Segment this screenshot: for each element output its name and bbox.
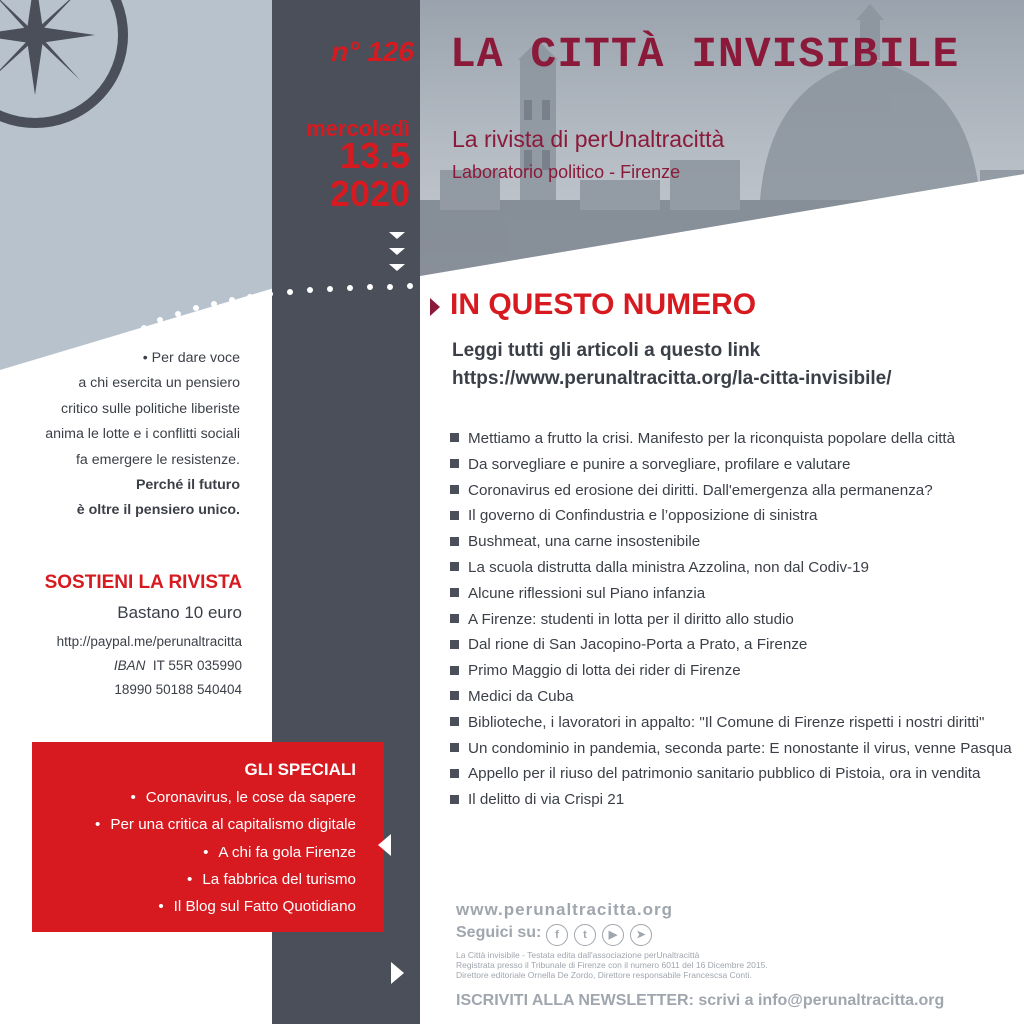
- legal-notice: [456, 950, 1016, 980]
- list-item[interactable]: Biblioteche, i lavoratori in appalto: "Il Comune di Firenze rispetti i nostri diritti": [450, 710, 1010, 736]
- square-bullet-icon: [450, 588, 459, 597]
- list-item[interactable]: Mettiamo a frutto la crisi. Manifesto per la riconquista popolare della città: [450, 426, 1010, 452]
- read-all-label: Leggi tutti gli articoli a questo link: [452, 340, 761, 361]
- iban-value: IT 55R 035990: [152, 658, 242, 673]
- square-bullet-icon: [450, 511, 459, 520]
- telegram-icon[interactable]: ➤: [630, 924, 652, 946]
- articles-link[interactable]: https://www.perunaltracitta.org/la-citta-invisibile/: [452, 368, 892, 389]
- list-item[interactable]: Dal rione di San Jacopino-Porta a Prato, a Firenze: [450, 632, 1010, 658]
- list-item[interactable]: Primo Maggio di lotta dei rider di Firenze: [450, 658, 1010, 684]
- list-item[interactable]: Il governo di Confindustria e l’opposizione di sinistra: [450, 503, 1010, 529]
- dotted-line-decoration: [140, 270, 430, 340]
- mission-statement: [20, 346, 240, 524]
- play-arrow-icon: [430, 298, 440, 316]
- support-title: SOSTIENI LA RIVISTA: [44, 572, 242, 593]
- mission-line: • Per dare voce: [142, 350, 240, 366]
- paypal-link[interactable]: http://paypal.me/perunaltracitta: [56, 634, 242, 649]
- list-item[interactable]: Da sorvegliare e punire a sorvegliare, profilare e valutare: [450, 452, 1010, 478]
- mission-line: a chi esercita un pensiero: [78, 375, 240, 392]
- footer-website[interactable]: www.perunaltracitta.org: [456, 900, 673, 919]
- square-bullet-icon: [450, 433, 459, 442]
- youtube-icon[interactable]: ▶: [602, 924, 624, 946]
- newsletter-label: ISCRIVITI ALLA NEWSLETTER:: [456, 992, 694, 1009]
- newsletter-line: [456, 992, 944, 1010]
- issue-year: 2020: [329, 173, 410, 214]
- list-item[interactable]: A Firenze: studenti in lotta per il diritto allo studio: [450, 607, 1010, 633]
- mission-line: anima le lotte e i conflitti sociali: [45, 426, 240, 443]
- list-item[interactable]: Medici da Cuba: [450, 684, 1010, 710]
- magazine-title: LA CITTÀ INVISIBILE: [450, 30, 960, 79]
- special-item[interactable]: • Coronavirus, le cose da sapere: [130, 789, 356, 806]
- list-item[interactable]: Alcune riflessioni sul Piano infanzia: [450, 581, 1010, 607]
- issue-number: n° 126: [331, 36, 414, 67]
- square-bullet-icon: [450, 537, 459, 546]
- chevron-down-icon: [389, 248, 405, 255]
- legal-line: La Città invisibile - Testata edita dall'associazione perUnaltracittà: [456, 950, 700, 960]
- square-bullet-icon: [450, 666, 459, 675]
- triangle-right-icon: [391, 962, 404, 984]
- section-heading: IN QUESTO NUMERO: [450, 288, 757, 321]
- issue-date: 13.5: [339, 135, 410, 176]
- magazine-subtitle: La rivista di perUnaltracittà: [452, 126, 725, 152]
- square-bullet-icon: [450, 640, 459, 649]
- special-item[interactable]: • La fabbrica del turismo: [187, 870, 356, 888]
- special-item[interactable]: • Per una critica al capitalismo digitale: [95, 816, 356, 834]
- iban-line-2: 18990 50188 540404: [114, 682, 242, 697]
- specials-list: [32, 784, 356, 920]
- square-bullet-icon: [450, 795, 459, 804]
- square-bullet-icon: [450, 459, 459, 468]
- square-bullet-icon: [450, 717, 459, 726]
- specials-title: GLI SPECIALI: [244, 760, 356, 779]
- twitter-icon[interactable]: t: [574, 924, 596, 946]
- follow-label: Seguici su:: [456, 924, 542, 941]
- list-item[interactable]: Un condominio in pandemia, seconda parte: E nonostante il virus, venne Pasqua: [450, 736, 1010, 762]
- legal-line: Registrata presso il Tribunale di Firenze con il numero 6011 del 16 Dicembre 2015.: [456, 960, 768, 970]
- mission-line: critico sulle politiche liberiste: [61, 400, 240, 417]
- mission-line: fa emergere le resistenze.: [75, 451, 240, 468]
- list-item[interactable]: Coronavirus ed erosione dei diritti. Dall'emergenza alla permanenza?: [450, 478, 1010, 504]
- article-list: [450, 426, 1010, 813]
- magazine-tagline: Laboratorio politico - Firenze: [452, 162, 681, 182]
- chevron-down-icon: [389, 232, 405, 239]
- mission-line-bold: è oltre il pensiero unico.: [76, 502, 240, 519]
- special-item[interactable]: • Il Blog sul Fatto Quotidiano: [158, 898, 356, 916]
- square-bullet-icon: [450, 769, 459, 778]
- issue-weekday: mercoledì: [306, 116, 410, 141]
- iban-label: IBAN: [113, 658, 146, 673]
- square-bullet-icon: [450, 743, 459, 752]
- legal-line: Direttore editoriale Ornella De Zordo, Direttore responsabile Francescsa Conti.: [456, 970, 752, 980]
- list-item[interactable]: La scuola distrutta dalla ministra Azzolina, non dal Codiv-19: [450, 555, 1010, 581]
- list-item[interactable]: Il delitto di via Crispi 21: [450, 787, 1010, 813]
- square-bullet-icon: [450, 562, 459, 571]
- list-item[interactable]: Bushmeat, una carne insostenibile: [450, 529, 1010, 555]
- support-amount: Bastano 10 euro: [117, 603, 242, 622]
- list-item[interactable]: Appello per il riuso del patrimonio sanitario pubblico di Pistoia, ora in vendita: [450, 761, 1010, 787]
- compass-icon: [0, 0, 130, 130]
- square-bullet-icon: [450, 485, 459, 494]
- square-bullet-icon: [450, 614, 459, 623]
- facebook-icon[interactable]: f: [546, 924, 568, 946]
- special-item[interactable]: • A chi fa gola Firenze: [203, 843, 356, 861]
- mission-line-bold: Perché il futuro: [135, 477, 240, 494]
- newsletter-text[interactable]: scrivi a info@perunaltracitta.org: [698, 992, 945, 1009]
- triangle-left-icon: [378, 834, 391, 856]
- square-bullet-icon: [450, 691, 459, 700]
- iban-line: [20, 658, 242, 673]
